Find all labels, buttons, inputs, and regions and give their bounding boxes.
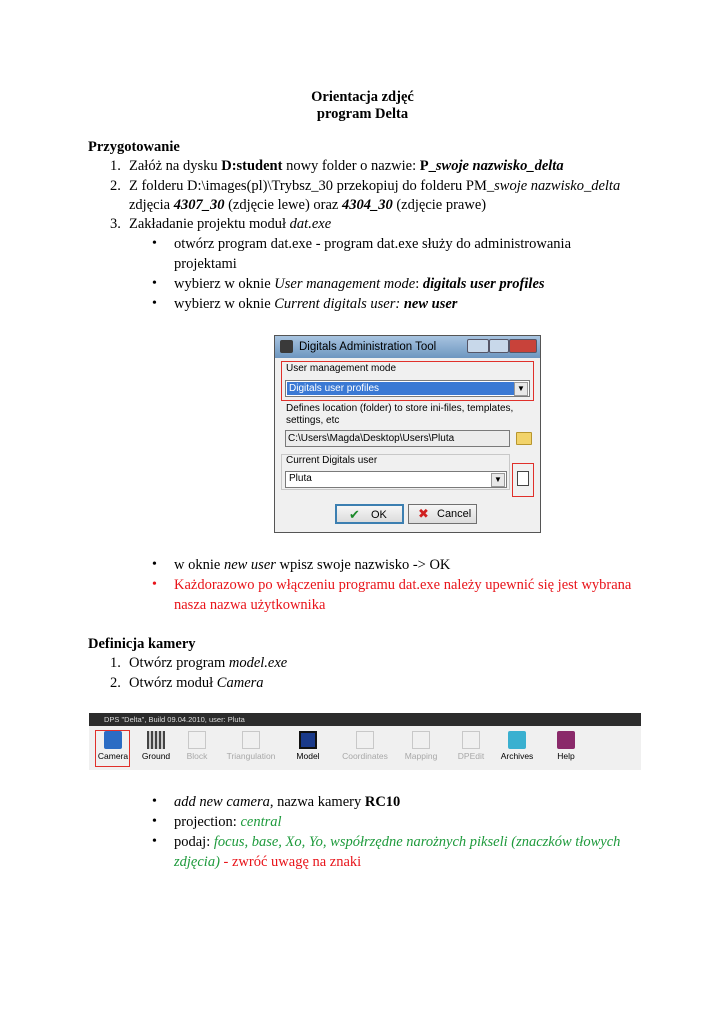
doc-title: Orientacja zdjęć	[311, 89, 414, 105]
toolbar-title: DPS "Delta", Build 09.04.2010, user: Pluta	[89, 713, 641, 726]
dpedit-icon	[462, 731, 480, 749]
help-icon	[557, 731, 575, 749]
bullet-5-line2: nasza nazwa użytkownika	[174, 597, 326, 613]
bullet-marker: •	[152, 577, 157, 592]
tool-block[interactable]: Block	[175, 731, 219, 761]
close-button[interactable]	[509, 339, 537, 353]
tool-model[interactable]: Model	[286, 731, 330, 761]
ok-button[interactable]	[335, 504, 404, 524]
highlight-box	[281, 361, 534, 401]
dps-toolbar	[89, 713, 641, 770]
list-item-2-line1: Z folderu D:\images(pl)\Trybsz_30 przekopiuj do folderu PM_swoje nazwisko_delta	[129, 178, 621, 194]
list-number: 2.	[110, 675, 121, 691]
path-field[interactable]: C:\Users\Magda\Desktop\Users\Pluta	[285, 430, 510, 447]
maximize-button[interactable]	[489, 339, 509, 353]
user-mode-value: Digitals user profiles	[287, 382, 516, 395]
camera-step-1: Otwórz program model.exe	[129, 655, 288, 671]
ground-icon	[147, 731, 165, 749]
camera-step-2: Otwórz moduł Camera	[129, 675, 264, 691]
tool-mapping[interactable]: Mapping	[399, 731, 443, 761]
bullet-8-line1: podaj: focus, base, Xo, Yo, współrzędne narożnych pikseli (znaczków tłowych	[174, 834, 621, 850]
tool-coordinates[interactable]: Coordinates	[339, 731, 391, 761]
ok-label: OK	[371, 509, 387, 521]
check-icon: ✔	[349, 507, 360, 522]
list-number: 3.	[110, 216, 121, 232]
bullet-3: wybierz w oknie Current digitals user: new user	[174, 296, 458, 312]
bullet-marker: •	[152, 794, 157, 809]
bullet-1-line2: projektami	[174, 256, 237, 272]
bullet-marker: •	[152, 814, 157, 829]
section-heading-preparation: Przygotowanie	[88, 139, 180, 155]
list-number: 2.	[110, 178, 121, 194]
tool-camera[interactable]: Camera	[91, 731, 135, 761]
model-icon	[299, 731, 317, 749]
coordinates-icon	[356, 731, 374, 749]
doc-subtitle: program Delta	[316, 106, 409, 122]
list-item-3: Zakładanie projektu moduł dat.exe	[129, 216, 332, 232]
bullet-marker: •	[152, 557, 157, 572]
user-mode-label: User management mode	[286, 363, 397, 374]
cancel-button[interactable]	[408, 504, 477, 524]
minimize-button[interactable]	[467, 339, 489, 353]
tool-help[interactable]: Help	[544, 731, 588, 761]
app-icon	[280, 340, 293, 353]
bullet-8-line2: zdjęcia) - zwróć uwagę na znaki	[174, 854, 362, 870]
bullet-2: wybierz w oknie User management mode: digitals user profiles	[174, 276, 545, 292]
list-item-2-line2: zdjęcia 4307_30 (zdjęcie lewe) oraz 4304_30 (zdjęcie prawe)	[129, 197, 487, 213]
cancel-x-icon: ✖	[418, 506, 429, 521]
bullet-marker: •	[152, 834, 157, 849]
defines-text: Defines location (folder) to store ini-files, templates, settings, etc	[286, 403, 514, 426]
list-item-1: Załóż na dysku D:student nowy folder o nazwie: P_swoje nazwisko_delta	[129, 158, 564, 174]
list-number: 1.	[110, 158, 121, 174]
tool-archives[interactable]: Archives	[495, 731, 539, 761]
tool-dpedit[interactable]: DPEdit	[449, 731, 493, 761]
dialog-titlebar	[275, 336, 540, 358]
current-user-select[interactable]	[285, 471, 507, 488]
triangulation-icon	[242, 731, 260, 749]
digitals-admin-dialog	[274, 335, 541, 533]
bullet-4: w oknie new user wpisz swoje nazwisko -> OK	[174, 557, 451, 573]
current-user-value: Pluta	[289, 473, 312, 484]
bullet-marker: •	[152, 236, 157, 251]
bullet-1-line1: otwórz program dat.exe - program dat.exe służy do administrowania	[174, 236, 572, 252]
chevron-down-icon: ▼	[491, 473, 505, 487]
new-document-icon[interactable]	[517, 471, 529, 486]
tool-ground[interactable]: Ground	[134, 731, 178, 761]
current-user-label: Current Digitals user	[286, 455, 378, 466]
dialog-title: Digitals Administration Tool	[299, 341, 437, 353]
section-heading-camera: Definicja kamery	[88, 636, 196, 652]
bullet-marker: •	[152, 296, 157, 311]
camera-icon	[104, 731, 122, 749]
list-number: 1.	[110, 655, 121, 671]
bullet-marker: •	[152, 276, 157, 291]
bullet-5-line1: Każdorazowo po włączeniu programu dat.exe należy upewnić się jest wybrana	[174, 577, 632, 593]
mapping-icon	[412, 731, 430, 749]
block-icon	[188, 731, 206, 749]
cancel-label: Cancel	[437, 508, 472, 520]
chevron-down-icon: ▼	[514, 382, 528, 396]
bullet-6: add new camera, nazwa kamery RC10	[174, 794, 401, 810]
folder-icon[interactable]	[516, 432, 532, 445]
bullet-7: projection: central	[174, 814, 282, 830]
archives-icon	[508, 731, 526, 749]
tool-triangulation[interactable]: Triangulation	[225, 731, 277, 761]
